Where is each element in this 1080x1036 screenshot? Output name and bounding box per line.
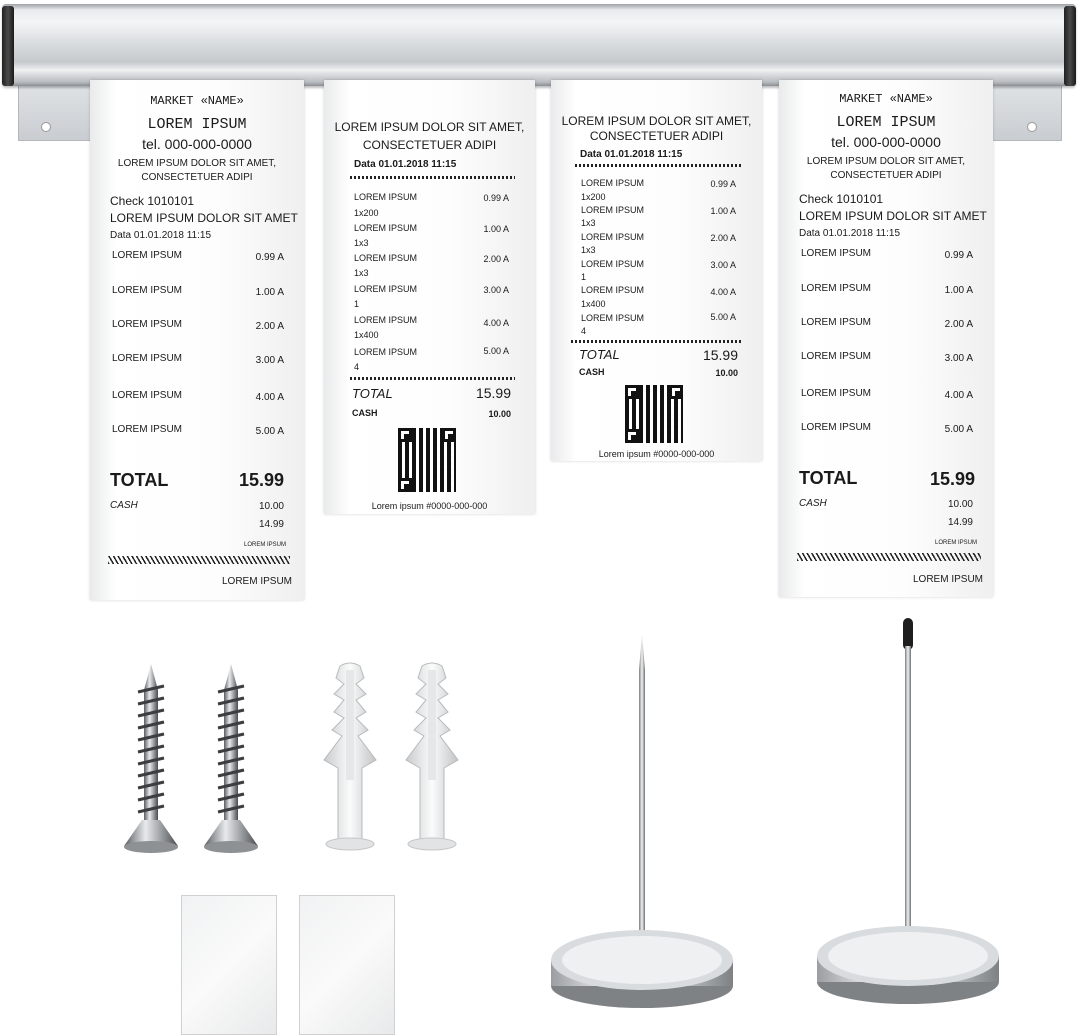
wall-anchor-icon bbox=[400, 660, 464, 854]
receipt-footer: LOREM IPSUM bbox=[221, 576, 292, 587]
receipt-date: Data 01.01.2018 11:15 bbox=[110, 230, 212, 241]
receipt-item-name: LOREM IPSUM bbox=[801, 283, 872, 294]
receipt-total: 15.99 bbox=[238, 470, 284, 490]
receipt-total-label: TOTAL bbox=[352, 386, 393, 401]
receipt-2 bbox=[324, 80, 535, 514]
receipt-item-price: 2.00 A bbox=[710, 233, 736, 243]
receipt-date: Data 01.01.2018 11:15 bbox=[799, 228, 901, 239]
receipt-item-price: 2.00 A bbox=[483, 254, 509, 264]
receipt-item-qty: 1x3 bbox=[354, 268, 369, 278]
receipt-item-name: LOREM IPSUM bbox=[581, 232, 645, 242]
rail-end-cap-left bbox=[2, 6, 14, 86]
ticket-rail bbox=[2, 4, 1076, 84]
receipt-item-qty: 1x200 bbox=[354, 208, 379, 218]
receipt-market: MARKET «NAME» bbox=[150, 94, 244, 108]
receipt-item-price: 1.00 A bbox=[255, 287, 284, 298]
receipt-item-price: 0.99 A bbox=[710, 179, 736, 189]
receipt-item-name: LOREM IPSUM bbox=[112, 250, 183, 261]
receipt-item-name: LOREM IPSUM bbox=[581, 178, 645, 188]
receipt-4 bbox=[779, 80, 993, 597]
receipt-item-qty: 1 bbox=[581, 272, 587, 282]
receipt-item-price: 5.00 A bbox=[483, 346, 509, 356]
receipt-check: Check 1010101 bbox=[110, 194, 195, 208]
receipt-item-name: LOREM IPSUM bbox=[354, 253, 418, 263]
receipt-total-label: TOTAL bbox=[579, 347, 620, 362]
receipt-item-name: LOREM IPSUM bbox=[112, 285, 183, 296]
receipt-change: 14.99 bbox=[947, 517, 973, 528]
receipt-item-qty: 1x3 bbox=[354, 238, 369, 248]
receipt-footer: LOREM IPSUM bbox=[912, 574, 983, 585]
receipt-cash-label: CASH bbox=[799, 498, 827, 509]
receipt-1 bbox=[90, 80, 304, 600]
screw-hole bbox=[41, 122, 51, 132]
receipt-cash: 10.00 bbox=[715, 368, 738, 378]
receipt-item-name: LOREM IPSUM bbox=[801, 422, 872, 433]
receipt-market: MARKET «NAME» bbox=[839, 92, 933, 106]
receipt-item-qty: 1x3 bbox=[581, 218, 596, 228]
receipt-line: LOREM IPSUM DOLOR SIT AMET bbox=[799, 209, 987, 223]
receipt-item-price: 1.00 A bbox=[944, 285, 973, 296]
receipt-item-name: LOREM IPSUM bbox=[112, 353, 183, 364]
receipt-cash-label: CASH bbox=[110, 500, 138, 511]
receipt-item-price: 4.00 A bbox=[944, 390, 973, 401]
wall-anchor-icon bbox=[318, 660, 382, 854]
rail-end-cap-right bbox=[1064, 6, 1076, 86]
receipt-cash-label: CASH bbox=[579, 367, 605, 377]
receipt-dotted-rule bbox=[571, 340, 742, 343]
receipt-sub-line-2: CONSECTETUER ADIPI bbox=[830, 170, 942, 181]
receipt-item-qty: 1x400 bbox=[581, 299, 606, 309]
receipt-sub-line-1: LOREM IPSUM DOLOR SIT AMET, bbox=[806, 156, 966, 167]
receipt-item-price: 0.99 A bbox=[483, 193, 509, 203]
receipt-item-price: 4.00 A bbox=[483, 318, 509, 328]
receipt-item-price: 4.00 A bbox=[710, 287, 736, 297]
receipt-change: 14.99 bbox=[258, 519, 284, 530]
receipt-item-qty: 1x400 bbox=[354, 330, 379, 340]
receipt-dotted-rule bbox=[350, 377, 515, 380]
receipt-item-name: LOREM IPSUM bbox=[581, 259, 645, 269]
receipt-tear-pattern bbox=[797, 553, 981, 561]
receipt-item-qty: 1x200 bbox=[581, 192, 606, 202]
receipt-3 bbox=[551, 80, 762, 461]
receipt-item-name: LOREM IPSUM bbox=[581, 205, 645, 215]
receipt-cash: 10.00 bbox=[947, 499, 973, 510]
rail-bar bbox=[2, 4, 1076, 86]
receipt-sub-line-1: LOREM IPSUM DOLOR SIT AMET, bbox=[334, 120, 525, 134]
receipt-spike-icon bbox=[548, 630, 736, 1014]
receipt-total: 15.99 bbox=[929, 469, 975, 489]
receipt-line: LOREM IPSUM DOLOR SIT AMET bbox=[110, 211, 298, 225]
receipt-tel: tel. 000-000-0000 bbox=[831, 134, 941, 150]
receipt-item-price: 5.00 A bbox=[255, 426, 284, 437]
receipt-item-price: 3.00 A bbox=[483, 285, 509, 295]
receipt-item-price: 5.00 A bbox=[710, 312, 736, 322]
receipt-item-name: LOREM IPSUM bbox=[112, 319, 183, 330]
receipt-footer: Lorem ipsum #0000-000-000 bbox=[371, 501, 488, 511]
receipt-total-label: TOTAL bbox=[799, 468, 858, 488]
receipt-item-name: LOREM IPSUM bbox=[354, 284, 418, 294]
receipt-dotted-rule bbox=[575, 164, 742, 167]
receipt-spike-icon bbox=[814, 616, 1002, 1010]
receipt-sub-line-1: LOREM IPSUM DOLOR SIT AMET, bbox=[561, 114, 752, 128]
receipt-total: 15.99 bbox=[475, 385, 511, 401]
receipt-item-price: 3.00 A bbox=[255, 355, 284, 366]
receipt-date: Data 01.01.2018 11:15 bbox=[580, 149, 683, 160]
receipt-item-price: 3.00 A bbox=[710, 260, 736, 270]
receipt-date: Data 01.01.2018 11:15 bbox=[354, 159, 457, 170]
receipt-dotted-rule bbox=[350, 176, 515, 179]
receipt-item-price: 1.00 A bbox=[483, 224, 509, 234]
receipt-small-text: LOREM IPSUM bbox=[934, 540, 977, 546]
receipt-item-price: 4.00 A bbox=[255, 392, 284, 403]
receipt-check: Check 1010101 bbox=[799, 192, 884, 206]
receipt-cash: 10.00 bbox=[488, 409, 511, 419]
receipt-title: LOREM IPSUM bbox=[836, 114, 936, 131]
receipt-item-name: LOREM IPSUM bbox=[581, 313, 645, 323]
receipt-item-name: LOREM IPSUM bbox=[581, 285, 645, 295]
receipt-item-name: LOREM IPSUM bbox=[354, 192, 418, 202]
screw-icon bbox=[118, 660, 184, 856]
adhesive-pad-icon bbox=[181, 895, 277, 1035]
screw-hole bbox=[1027, 122, 1037, 132]
adhesive-pad-icon bbox=[299, 895, 395, 1035]
receipt-small-text: LOREM IPSUM bbox=[243, 542, 286, 548]
screw-icon bbox=[198, 660, 264, 856]
receipt-total: 15.99 bbox=[702, 347, 738, 363]
receipt-total-label: TOTAL bbox=[110, 470, 169, 490]
receipt-item-name: LOREM IPSUM bbox=[801, 351, 872, 362]
receipt-item-name: LOREM IPSUM bbox=[354, 223, 418, 233]
receipt-item-price: 5.00 A bbox=[944, 424, 973, 435]
receipt-item-price: 2.00 A bbox=[255, 321, 284, 332]
receipt-item-qty: 4 bbox=[354, 362, 360, 372]
receipt-item-name: LOREM IPSUM bbox=[801, 317, 872, 328]
receipt-item-qty: 1x3 bbox=[581, 245, 596, 255]
receipt-tel: tel. 000-000-0000 bbox=[142, 136, 252, 152]
receipt-item-qty: 1 bbox=[354, 299, 360, 309]
receipt-item-name: LOREM IPSUM bbox=[801, 248, 872, 259]
receipt-sub-line-1: LOREM IPSUM DOLOR SIT AMET, bbox=[117, 158, 277, 169]
receipt-sub-line-2: CONSECTETUER ADIPI bbox=[141, 172, 253, 183]
receipt-item-price: 0.99 A bbox=[944, 250, 973, 261]
receipt-item-price: 1.00 A bbox=[710, 206, 736, 216]
receipt-item-name: LOREM IPSUM bbox=[112, 424, 183, 435]
receipt-tear-pattern bbox=[108, 556, 290, 564]
receipt-cash: 10.00 bbox=[258, 501, 284, 512]
receipt-title: LOREM IPSUM bbox=[147, 116, 247, 133]
qr-code-icon bbox=[398, 428, 456, 492]
receipt-item-qty: 4 bbox=[581, 326, 587, 336]
receipt-sub-line-2: CONSECTETUER ADIPI bbox=[362, 138, 497, 152]
receipt-item-price: 3.00 A bbox=[944, 353, 973, 364]
receipt-item-price: 0.99 A bbox=[255, 252, 284, 263]
qr-code-icon bbox=[625, 385, 683, 443]
receipt-item-name: LOREM IPSUM bbox=[112, 390, 183, 401]
receipt-sub-line-2: CONSECTETUER ADIPI bbox=[589, 129, 724, 143]
receipt-item-name: LOREM IPSUM bbox=[801, 388, 872, 399]
receipt-item-name: LOREM IPSUM bbox=[354, 347, 418, 357]
receipt-footer: Lorem ipsum #0000-000-000 bbox=[598, 449, 715, 459]
receipt-item-price: 2.00 A bbox=[944, 319, 973, 330]
receipt-cash-label: CASH bbox=[352, 408, 378, 418]
receipt-item-name: LOREM IPSUM bbox=[354, 315, 418, 325]
